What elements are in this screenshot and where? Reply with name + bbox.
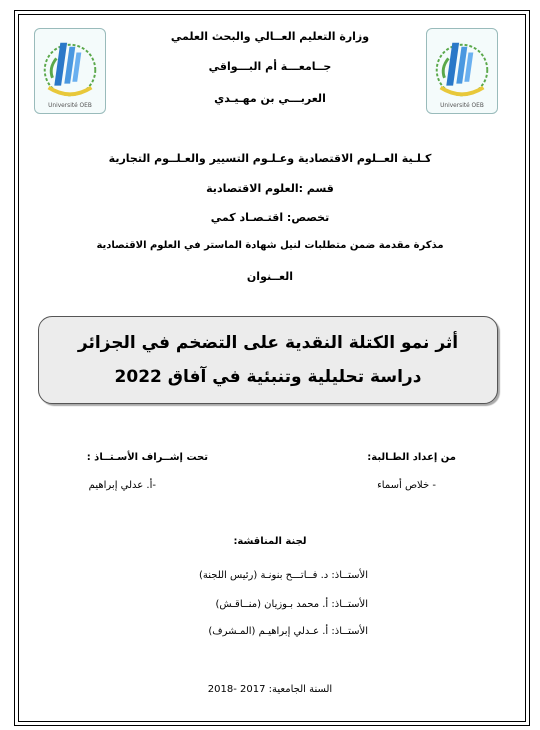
- university-name: العربـــي بن مهـيـدي: [214, 92, 326, 105]
- committee-member: الأستــاذ: د. فــاتـــح بنونـة (رئيس اللجنة): [198, 570, 368, 581]
- committee-member: الأستــاذ: أ. محمد بـوزيان (منــاقـش): [215, 599, 368, 610]
- department-name: قسم :العلوم الاقتصادية: [206, 182, 334, 195]
- supervision-label: تحت إشــراف الأسـتــاذ :: [86, 452, 208, 463]
- faculty-name: كـلـية العــلوم الاقتصادية وعـلـوم التسيير والعـلــوم التجارية: [108, 152, 432, 165]
- thesis-note: مذكرة مقدمة ضمن متطلبات لنيل شهادة الماستر في العلوم الاقتصادية: [96, 240, 444, 251]
- thesis-title-line1: أثر نمو الكتلة النقدية على التضخم في الجزائر: [77, 333, 459, 353]
- logo-caption: Université OEB: [440, 102, 484, 109]
- committee-member: الأستــاذ: أ. عـدلي إبراهيـم (المـشرف): [208, 626, 368, 637]
- committee-label: لجنة المناقشة:: [233, 536, 307, 547]
- specialty: تخصص: اقتـصـاد كمي: [210, 211, 330, 224]
- supervisor-name: -أ. عدلي إبراهيم: [88, 480, 156, 491]
- logo-caption: Université OEB: [48, 102, 92, 109]
- title-label: العــنوان: [246, 270, 294, 283]
- thesis-title-box: [38, 316, 498, 404]
- student-name: - خلاص أسماء: [377, 480, 436, 491]
- ministry-name: وزارة التعليم العــالي والبحث العلمي: [170, 30, 370, 43]
- academic-year: السنة الجامعية: 2017 -2018: [207, 684, 333, 695]
- thesis-title-line2: دراسة تحليلية وتنبئية في آفاق 2022: [114, 367, 422, 387]
- university-label: جــامعـــة أم البـــواقي: [208, 60, 332, 73]
- prepared-by-label: من إعداد الطـالبة:: [367, 452, 456, 463]
